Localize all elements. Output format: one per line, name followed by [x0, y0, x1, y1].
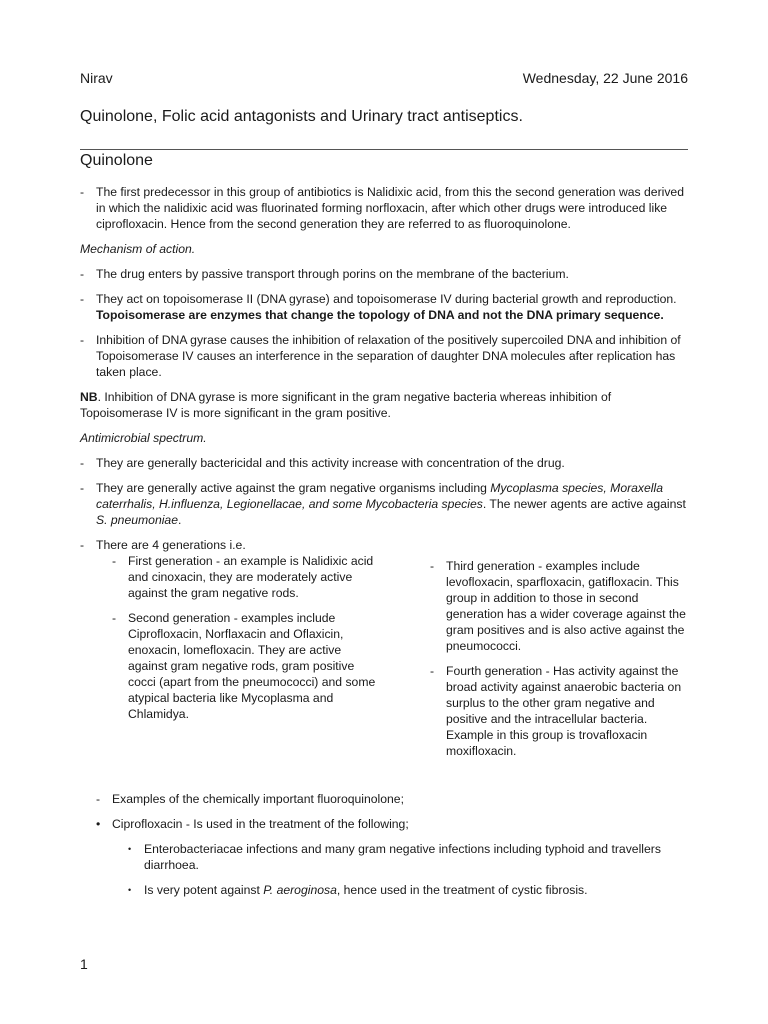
list-item: [96, 791, 688, 807]
ciprofloxacin-use-1: Enterobacteriacae infections and many gram negative infections including typhoid and travellers diarrhoea.: [144, 842, 661, 872]
spectrum-item-2-organisms: Mycoplasma species, Moraxella caterrhalis, H.influenza, Legionellacae, and some Mycobacteria species: [96, 481, 664, 511]
dash-bullet: -: [430, 559, 435, 573]
dash-bullet: -: [80, 267, 85, 281]
note-label: NB: [80, 390, 98, 404]
fourth-generation-text: Fourth generation - Has activity against the broad activity against anaerobic bacteria on surplus to the other gram negative and positive and the intracellular bacteria. Example in this group is trovafloxacin moxifloxacin.: [446, 664, 682, 758]
generations-right-column: [430, 558, 688, 768]
section-title: Quinolone: [80, 152, 153, 169]
note-paragraph: [80, 389, 688, 421]
dash-bullet: -: [112, 554, 117, 568]
page-header: [80, 70, 688, 90]
page-number: 1: [80, 956, 88, 972]
list-item: [80, 332, 688, 380]
list-item: [112, 553, 382, 601]
mechanism-item-3: Inhibition of DNA gyrase causes the inhibition of relaxation of the positively supercoiled DNA and inhibition of Topoisomerase IV causes an interference in the separation of daughter DNA molecules after replication has taken place.: [96, 333, 681, 379]
mechanism-heading: Mechanism of action.: [80, 242, 196, 256]
list-item: [80, 455, 688, 471]
spectrum-heading: Antimicrobial spectrum.: [80, 431, 207, 445]
dash-bullet: -: [80, 333, 85, 347]
spectrum-item-2-end: .: [178, 513, 182, 527]
dash-bullet: -: [96, 792, 101, 806]
list-item: [80, 266, 688, 282]
generations-left-column: [112, 553, 382, 731]
document-body: [80, 184, 688, 907]
title-divider: [80, 149, 688, 150]
list-item: [80, 537, 688, 553]
dash-bullet: -: [80, 481, 85, 495]
spectrum-item-2: They are generally active against the gram negative organisms including: [96, 481, 491, 495]
spectrum-item-2-mid: . The newer agents are active against: [482, 497, 686, 511]
list-item: [96, 816, 688, 832]
first-generation-text: First generation - an example is Nalidixic acid and cinoxacin, they are moderately active against the gram negative rods.: [128, 554, 374, 600]
mechanism-item-2: They act on topoisomerase II (DNA gyrase) and topoisomerase IV during bacterial growth and reproduction.: [96, 292, 677, 306]
document-page: [80, 0, 688, 1024]
examples-intro: Examples of the chemically important fluoroquinolone;: [112, 792, 404, 806]
dot-bullet: •: [96, 817, 101, 831]
dash-bullet: -: [430, 664, 435, 678]
list-item: [80, 291, 688, 323]
mechanism-item-1: The drug enters by passive transport through porins on the membrane of the bacterium.: [96, 267, 569, 281]
small-dot-bullet: •: [128, 885, 132, 895]
list-item: [112, 610, 382, 722]
list-item: [128, 841, 688, 873]
mechanism-item-2-bold: Topoisomerase are enzymes that change the topology of DNA and not the DNA primary sequence.: [96, 308, 664, 322]
list-item: [430, 558, 688, 654]
list-item: [80, 184, 688, 232]
dash-bullet: -: [80, 292, 85, 306]
document-date: Wednesday, 22 June 2016: [522, 70, 688, 86]
note-text: . Inhibition of DNA gyrase is more significant in the gram negative bacteria whereas inhibition of Topoisomerase IV is more significant in the gram positive.: [80, 390, 612, 420]
list-item: [430, 663, 688, 759]
ciprofloxacin-use-2: Is very potent against: [144, 883, 264, 897]
generations-columns: [80, 553, 688, 791]
dash-bullet: -: [112, 611, 117, 625]
dash-bullet: -: [80, 185, 85, 199]
ciprofloxacin-text: Ciprofloxacin - Is used in the treatment of the following;: [112, 817, 409, 831]
list-item: [80, 480, 688, 528]
list-item: [128, 882, 688, 898]
document-title: Quinolone, Folic acid antagonists and Urinary tract antiseptics.: [80, 108, 523, 125]
small-dot-bullet: •: [128, 844, 132, 854]
spectrum-item-3: There are 4 generations i.e.: [96, 538, 246, 552]
author-name: Nirav: [80, 70, 113, 86]
third-generation-text: Third generation - examples include levofloxacin, sparfloxacin, gatifloxacin. This group in addition to those in second generation has a wider coverage against the gram positives and is also active against the pneumococci.: [446, 559, 686, 653]
intro-text: The first predecessor in this group of antibiotics is Nalidixic acid, from this the second generation was derived in which the nalidixic acid was fluorinated forming norfloxacin, after which other drugs were introduced like ciprofloxacin. Hence from the second generation they are referred to as fluoroquinolone.: [96, 185, 684, 231]
ciprofloxacin-use-2-organism: P. aeroginosa: [263, 883, 337, 897]
dash-bullet: -: [80, 538, 85, 552]
spectrum-item-2-species: S. pneumoniae: [96, 513, 178, 527]
second-generation-text: Second generation - examples include Ciprofloxacin, Norflaxacin and Oflaxicin, enoxacin, lomefloxacin. They are active against gram negative rods, gram positive cocci (apart from the pneumococci) and some atypical bacteria like Mycoplasma and Chlamidya.: [128, 611, 376, 721]
ciprofloxacin-use-2-end: , hence used in the treatment of cystic fibrosis.: [336, 883, 588, 897]
dash-bullet: -: [80, 456, 85, 470]
spectrum-item-1: They are generally bactericidal and this activity increase with concentration of the drug.: [96, 456, 565, 470]
